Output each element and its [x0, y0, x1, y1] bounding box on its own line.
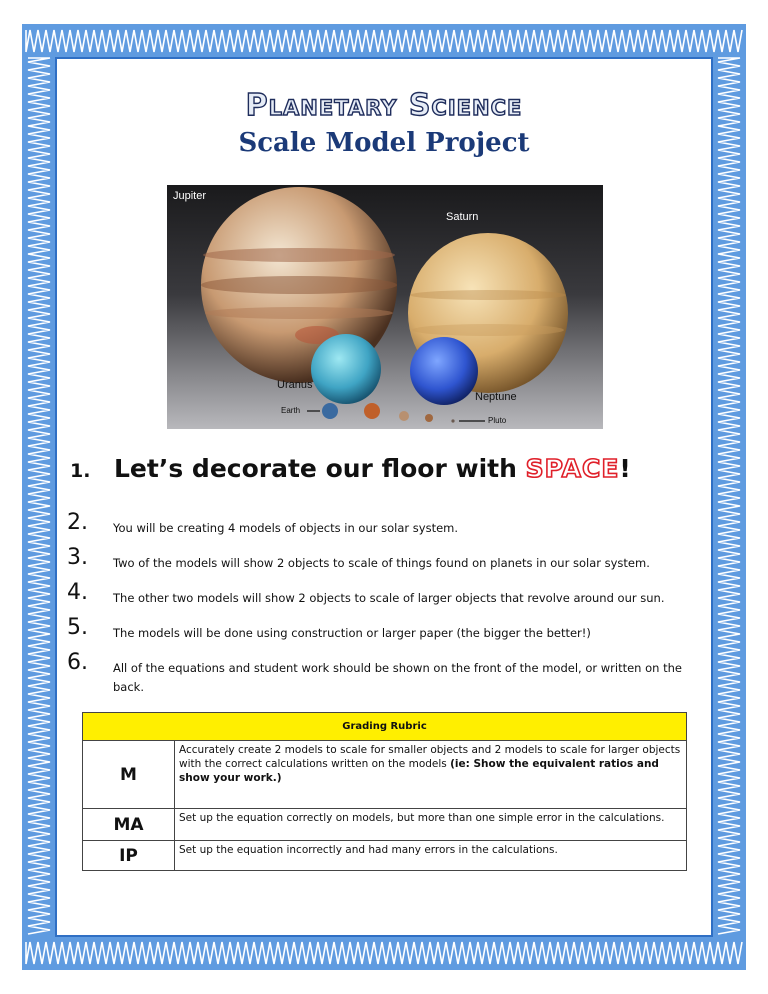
label-saturn: Saturn: [446, 211, 479, 223]
item-text: All of the equations and student work should be shown on the front of the model, or written on the back.: [113, 661, 682, 694]
item-text: You will be creating 4 models of objects in our solar system.: [113, 521, 459, 535]
item-number: 5.: [67, 615, 88, 640]
page-subtitle: Scale Model Project: [238, 128, 530, 158]
grade-cell: MA: [83, 809, 175, 841]
criteria-text: Accurately create 2 models to scale for smaller objects and 2 models to scale for larger objects with the correct calculations written on the models: [179, 744, 681, 770]
item-text: Two of the models will show 2 objects to scale of things found on planets in our solar system.: [113, 556, 650, 570]
table-row: [83, 741, 687, 809]
label-pluto: Pluto: [488, 416, 507, 425]
heading-exclaim: !: [619, 454, 631, 483]
page-title: Planetary Science: [245, 88, 523, 123]
item-number: 3.: [67, 545, 88, 570]
grade-cell: M: [83, 741, 175, 809]
table-row: [83, 841, 687, 871]
item-number: 6.: [67, 650, 88, 675]
table-row: [83, 809, 687, 841]
heading-number: 1.: [70, 460, 91, 482]
item-number: 2.: [67, 510, 88, 535]
label-jupiter: Jupiter: [173, 190, 207, 202]
section-heading: [70, 452, 710, 492]
rubric-title: Grading Rubric: [83, 713, 687, 741]
heading-lead: Let’s decorate our floor with: [114, 454, 526, 483]
planets-illustration: [167, 185, 603, 429]
grade-cell: IP: [83, 841, 175, 871]
criteria-cell: Set up the equation correctly on models, but more than one simple error in the calculations.: [175, 809, 687, 841]
space-highlight: SPACE: [525, 454, 620, 483]
item-text: The models will be done using construction or larger paper (the bigger the better!): [113, 626, 591, 640]
criteria-bold-text: (ie: Show the equivalent ratios and show your work.): [179, 758, 659, 784]
grading-rubric-table: [82, 712, 687, 871]
label-neptune: Neptune: [475, 391, 517, 403]
item-text: The other two models will show 2 objects to scale of larger objects that revolve around our sun.: [113, 591, 665, 605]
criteria-cell: [175, 741, 687, 809]
label-earth: Earth: [281, 406, 301, 415]
heading-text: [114, 454, 631, 483]
item-number: 4.: [67, 580, 88, 605]
criteria-cell: Set up the equation incorrectly and had many errors in the calculations.: [175, 841, 687, 871]
label-uranus: Uranus: [277, 379, 313, 391]
planets-graphic: [167, 185, 603, 429]
